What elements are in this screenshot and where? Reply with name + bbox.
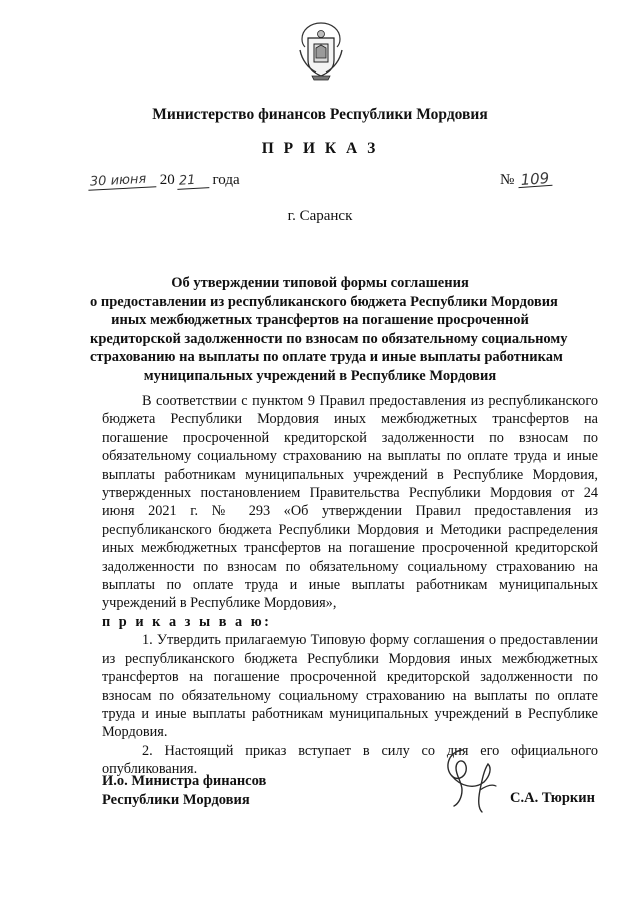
- subject-line: муниципальных учреждений в Республике Мордовия: [143, 367, 497, 384]
- handwritten-number: 109: [518, 171, 553, 188]
- subject-line: кредиторской задолженности по взносам по обязательному социальному: [90, 330, 568, 347]
- handwritten-year: 21: [176, 173, 209, 190]
- subject-line: страхованию на выплаты по оплате труда и иные выплаты работникам: [90, 349, 563, 365]
- subject-line: иных межбюджетных трансфертов на погашение просроченной: [111, 312, 529, 328]
- handwritten-day: 30 июня: [88, 172, 157, 191]
- position-line: Республики Мордовия: [102, 791, 250, 808]
- subject-line: Об утверждении типовой формы соглашения: [171, 275, 469, 291]
- item-2-paragraph: 2. Настоящий приказ вступает в силу со дня его официального опубликования.: [102, 742, 598, 778]
- preamble-paragraph: В соответствии с пунктом 9 Правил предоставления из республиканского бюджета Республики Мордовия иных межбюджетных трансфертов на погашение просроченной кредиторской задолженности по взносам по обязательному социальному страхованию на выплаты по оплате труда и иные выплаты работникам муниципальных учреждений в Республике Мордовия, утвержденных постановлением Правительства Республики Мордовия от 24 июня 2021 г. № 293 «Об утверждении Правил предоставления из республиканского бюджета Республики Мордовия и Методики распределения иных межбюджетных трансфертов на погашение просроченной кредиторской задолженности по взносам по обязательному социальному страхованию на выплаты по оплате труда и иные выплаты работникам муниципальных учреждений в Республике Мордовия»,: [102, 393, 598, 612]
- subject-line: о предоставлении из республиканского бюджета Республики Мордовия: [90, 293, 558, 310]
- item-1-paragraph: 1. Утвердить прилагаемую Типовую форму соглашения о предоставлении из республиканского бюджета Республики Мордовия иных межбюджетных трансфертов на погашение просроченной кредиторской задолженности по взносам по обязательному социальному страхованию на выплаты по оплате труда и иные выплаты работникам муниципальных учреждений в Республике Мордовия.: [102, 632, 598, 741]
- position-line: И.о. Министра финансов: [102, 773, 267, 789]
- ministry-heading: Министерство финансов Республики Мордовия: [152, 106, 488, 123]
- date-century: 20: [159, 172, 175, 188]
- signatory-position: [102, 772, 266, 809]
- order-number: [499, 169, 552, 189]
- number-sign: №: [499, 172, 515, 188]
- order-subject: [90, 274, 568, 385]
- city-name: г. Саранск: [287, 208, 353, 224]
- handwritten-signature: [438, 746, 500, 816]
- order-body: [102, 392, 598, 779]
- order-date: [88, 172, 240, 189]
- decree-word: п р и к а з ы в а ю:: [102, 613, 272, 630]
- coat-of-arms-emblem: [294, 20, 348, 82]
- signer-name: С.А. Тюркин: [510, 790, 595, 806]
- document-type-title: П Р И К А З: [261, 140, 379, 157]
- date-suffix: года: [212, 172, 240, 188]
